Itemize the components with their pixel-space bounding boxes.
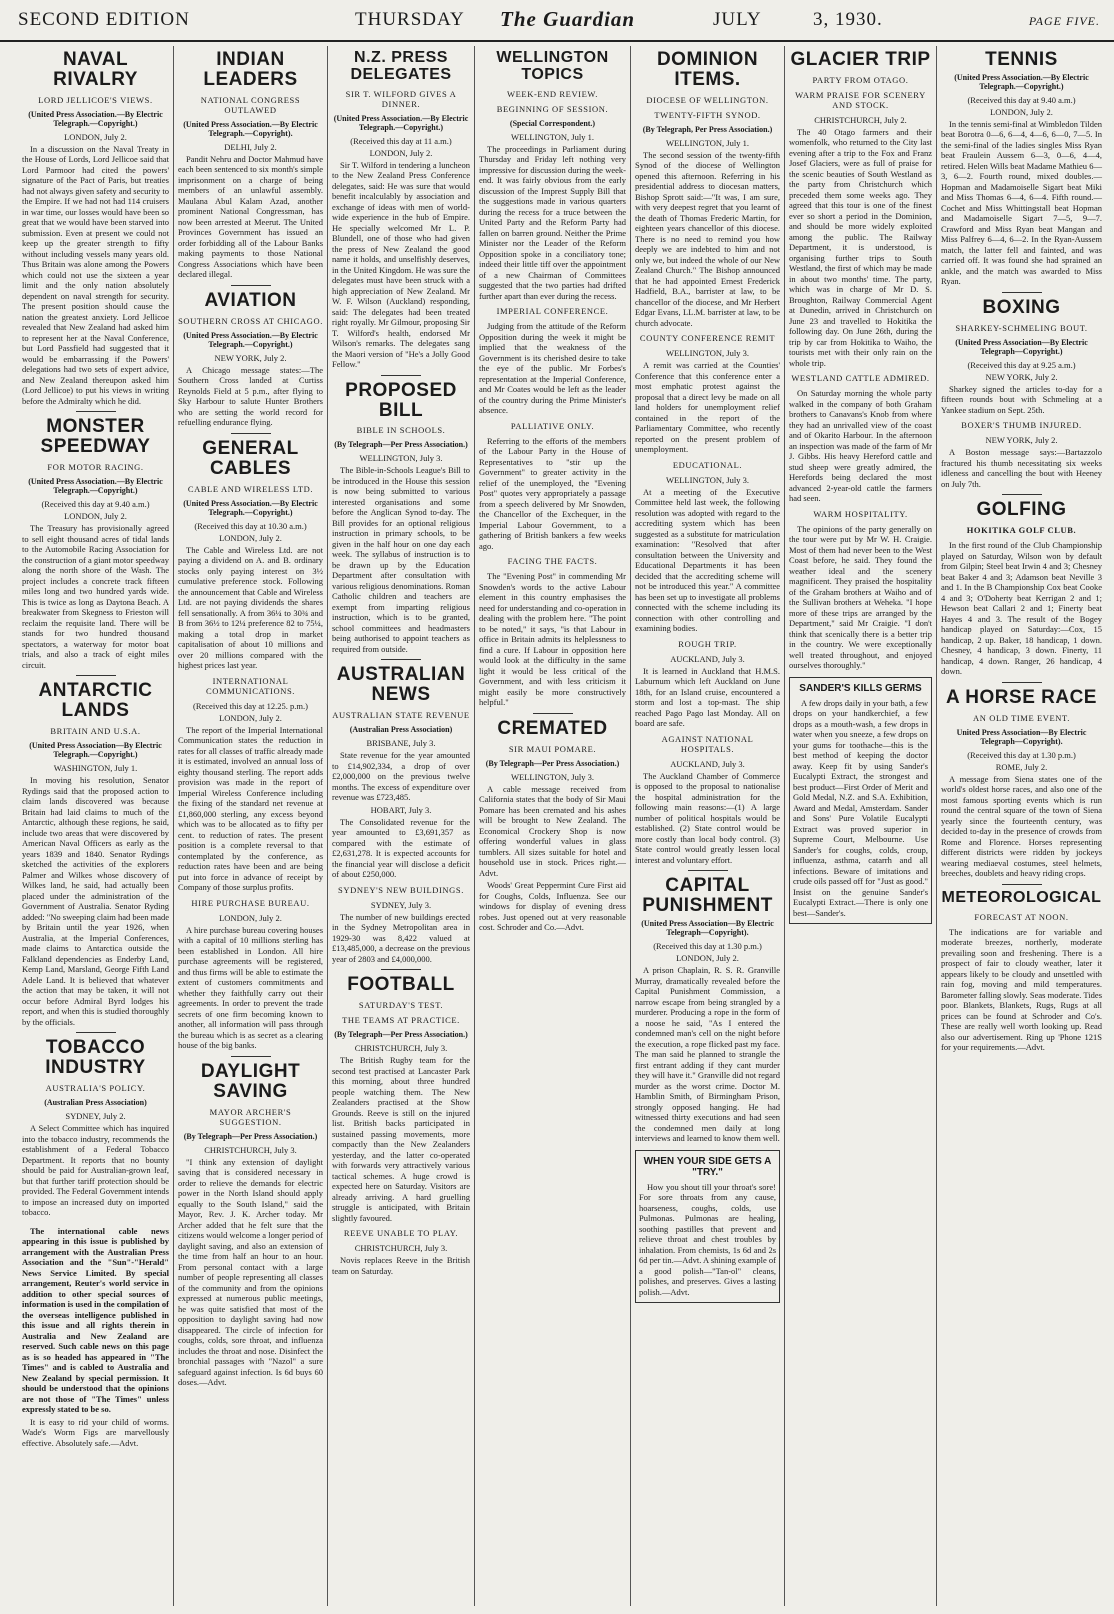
dateline: LONDON, July 2. — [676, 953, 739, 964]
divider — [381, 659, 421, 660]
month-label: JULY — [713, 9, 762, 30]
column-5 — [633, 46, 782, 1604]
subheading: WARM PRAISE FOR SCENERY AND STOCK. — [795, 89, 926, 110]
column-rule — [936, 46, 937, 1606]
article-body: It is learned in Auckland that H.M.S. Laburnum which left Auckland on June 18th, for an Island cruise, encountered a storm and lost a top-mast. The ship reached Pago Pago last Monday. All on board are safe. — [635, 665, 780, 729]
dateline: WELLINGTON, July 3. — [666, 474, 749, 485]
article-body: A remit was carried at the Counties' Conference that this conference enter a most emphatic protest against the proposal that a direct levy be made on all land holders for unemployment relief contained in the report of the Parliamentary Committee, who recently reported on the present problem of unemployment. — [635, 360, 780, 455]
dateline: LONDON, July 2. — [64, 511, 127, 522]
advertisement: How you shout till your throat's sore! For sore throats from any cause, hoarseness, coughs, colds, use Pulmonas. Pulmonas are healing, soothing pastilles that prevent and relieve throat and chest troubles by inhalation. From chemists, 1s 6d and 2s 6d per tin.—Advt. A shining example of a good polish—"Tan-ol" cleans, polishes, and preserves. Gives a lasting polish.—Advt. — [639, 1181, 776, 1297]
article-body: On Saturday morning the whole party walked in the company of both Graham brothers to Canavans's Knob from where they had an unrivalled view of the coast and of Okarito Harbour. In the afternoon an inspection was made of the farm of Mr J. Gibbs. His heavy Hereford cattle and stud sheep were greatly admired, the Herefords being declared the most advanced 2-year-old cattle the farmers had seen. — [789, 388, 932, 504]
headline: CAPITAL PUNISHMENT — [642, 875, 773, 917]
dateline: BRISBANE, July 3. — [366, 738, 436, 749]
subheading: TWENTY-FIFTH SYNOD. — [654, 109, 761, 120]
subheading: CABLE AND WIRELESS LTD. — [187, 483, 314, 494]
headline: CREMATED — [497, 717, 608, 739]
dateline: SYDNEY, July 3. — [370, 899, 432, 910]
divider — [381, 969, 421, 970]
article-body: State revenue for the year amounted to £14,902,334, a drop of over £2,000,000 on the previous twelve months. The excess of expenditure over revenue was £723,485. — [332, 750, 470, 803]
article-body: A Chicago message states:—The Southern Cross landed at Curtiss Reynolds Field at 5 p.m., after flying to Sky Harbour to salute Hunter Brothers who are setting the world record for refuelling endurance flying. — [178, 364, 323, 428]
dateline: WELLINGTON, July 3. — [511, 771, 594, 782]
article-body: At a meeting of the Executive Committee held last week, the following resolution was adopted with regard to the accrediting system which has been suggested as a substitute for matriculation examination: "Resolved that after consultation between the University and Educational Departments it has been decided that the accrediting scheme will not be introduced this year." A committee has been set up to investigate all problems connected with the scheme including its connection with other controlling and examining bodies. — [635, 486, 780, 634]
subheading: HOKITIKA GOLF CLUB. — [966, 525, 1077, 536]
source-line: (United Press Association—By Electric Telegraph—Copyright.) — [955, 337, 1088, 356]
dateline: WASHINGTON, July 1. — [53, 763, 138, 774]
date-label: 3, 1930. — [813, 9, 883, 30]
source-line: (United Press Association.—By Electric Telegraph.—Copyright). — [183, 119, 318, 138]
column-rule — [327, 46, 328, 1606]
source-line: (United Press Association.—By Electric Telegraph.—Copyright.) — [183, 498, 318, 517]
article-body: The number of new buildings erected in the Sydney Metropolitan area in 1929-30 was 8,422 valued at £13,485,000, a decrease on the previous year of 2803 and £4,000,000. — [332, 911, 470, 964]
headline: A HORSE RACE — [946, 686, 1097, 708]
subheading: AN OLD TIME EVENT. — [973, 712, 1070, 723]
column-4 — [477, 46, 628, 1604]
day-label: THURSDAY — [355, 9, 465, 30]
subheading: SIR T. WILFORD GIVES A DINNER. — [345, 88, 457, 109]
headline: WELLINGTON TOPICS — [496, 49, 609, 83]
subheading: PARTY FROM OTAGO. — [812, 74, 909, 85]
divider — [231, 433, 271, 434]
subheading: INTERNATIONAL COMMUNICATIONS. — [205, 675, 296, 696]
advertisement: Woods' Great Peppermint Cure First aid for Coughs, Colds, Influenza. See our windows for display of evening dress robes. Just opened out at very reasonable cost. Schroder and Co.—Advt. — [479, 880, 626, 933]
headline: GENERAL CABLES — [202, 437, 299, 479]
dateline: LONDON, July 2. — [369, 147, 433, 158]
advertisement: It is easy to rid your child of worms. Wade's Worm Figs are marvellously effective. Absolutely safe.—Advt. — [22, 1416, 169, 1448]
headline: FOOTBALL — [347, 974, 455, 996]
subheading: AUSTRALIAN STATE REVENUE — [332, 710, 470, 721]
received-line: (Received this day at 9.40 a.m.) — [967, 94, 1076, 105]
headline: INDIAN LEADERS — [203, 49, 298, 90]
headline: NAVAL RIVALRY — [53, 49, 138, 90]
source-line: (By Telegraph—Per Press Association.) — [334, 440, 468, 450]
subheading: FACING THE FACTS. — [507, 556, 598, 567]
source-line: (United Press Association.—By Electric Telegraph.—Copyright.) — [954, 72, 1089, 91]
article-body: A hire purchase bureau covering houses with a capital of 10 millions sterling has been established in London. All hire purchase agreements will be registered, and thus firms will be able to estimate the extent of customers commitments and whether they faithfully carry out their agreements. In order to prevent the trade secrets of one firm becoming known to another, all information will pass through the bureau which is as secret as a clearing house of the big banks. — [178, 924, 323, 1051]
source-line: (Australian Press Association) — [349, 725, 453, 735]
received-line: (Received this day at 12.25. p.m.) — [193, 700, 308, 711]
advertisement-box — [789, 677, 932, 925]
subheading: IMPERIAL CONFERENCE. — [496, 306, 609, 317]
article-body: The indications are for variable and moderate breezes, northerly, moderate prevailing soon and freshening. There is a prospect of fair to cloudy weather, later it appears likely to be cloudy and unsettled with rain fog, moving and mild temperatures. Barometer falling slowly. Seas moderate. Tides poor. Blankets, Blankets, Rugs, Rugs at all prices can be found at Schroder and Co's. These are really well worth looking up. Read also our advertisement. Ring up 'Phone 121S for your requirements.—Advt. — [941, 926, 1102, 1053]
article-body: A message from Siena states one of the world's oldest horse races, and also one of the most famous sporting events which is run round the central square of the town of Siena yearly since the fourteenth century, was decided to-day in the presence of crowds from Rome and Florence. Horses representing different districts were ridden by jockeys wearing mediaeval costumes, steel helmets, breeches, doublets and heavy riding crops. — [941, 773, 1102, 879]
dateline: WELLINGTON, July 3. — [359, 453, 443, 464]
divider — [533, 713, 573, 714]
source-line: (United Press Association.—By Electric Telegraph.—Copyright.) — [183, 330, 318, 349]
divider — [1002, 292, 1042, 293]
dateline: CHRISTCHURCH, July 2. — [814, 114, 907, 125]
subheading: SIR MAUI POMARE. — [508, 743, 597, 754]
subheading: NATIONAL CONGRESS OUTLAWED — [200, 94, 301, 115]
divider — [76, 1032, 116, 1033]
dateline: WELLINGTON, July 1. — [511, 131, 594, 142]
source-line: (Australian Press Association) — [44, 1098, 147, 1107]
headline: AUSTRALIAN NEWS — [336, 664, 466, 706]
dateline: NEW YORK, July 2. — [214, 352, 287, 363]
advertisement-heading: WHEN YOUR SIDE GETS A "TRY." — [643, 1155, 772, 1178]
dateline: HOBART, July 3. — [370, 804, 432, 815]
article-body: The opinions of the party generally on the tour were put by Mr W. H. Craigie. Most of them had never been to the West Coast before, he said. They found the weather ideal and the scenery magnificent. They praised the hospitality of the Graham brothers at Waiho and of the Sullivan brothers at Weheka. "I hope more of these trips are arranged by the Department," said Mr Craigie. "I don't think that scenically there is a better trip in the country. We were exceptionally well treated throughout, and enjoyed ourselves thoroughly." — [789, 523, 932, 671]
column-rule — [784, 46, 785, 1606]
headline: DAYLIGHT SAVING — [200, 1060, 301, 1102]
headline: AVIATION — [204, 289, 297, 311]
column-rule — [474, 46, 475, 1606]
headline: ANTARCTIC LANDS — [38, 680, 153, 722]
source-line: (Special Correspondent.) — [509, 118, 596, 128]
dateline: LONDON, July 2. — [990, 106, 1053, 117]
subheading: BEGINNING OF SESSION. — [496, 103, 609, 114]
dateline: LONDON, July 2. — [219, 712, 282, 723]
subheading: WEEK-END REVIEW. — [507, 88, 598, 99]
subheading: WESTLAND CATTLE ADMIRED. — [791, 373, 930, 384]
source-line: (United Press Association—By Electric Telegraph.—Copyright.) — [29, 741, 162, 760]
subheading: DIOCESE OF WELLINGTON. — [646, 94, 769, 105]
dateline: SYDNEY, July 2. — [65, 1111, 126, 1121]
subheading: SATURDAY'S TEST. — [358, 1000, 444, 1011]
article-body: In the tennis semi-final at Wimbledon Tilden beat Borotra 0—6, 6—4, 4—6, 6—0, 7—5. In the semi-final of the ladies singles Miss Ryan beat Fraulein Aussem 6—3, 0—6, 4—4, retired. Helen Wills beat Madame Mathieu 6—3, 6—2. Fourth round, mixed doubles.—Hopman and Madamoiselle Sigart beat Miki and Miss Thomas 6—4, 6—4. Fifth round.—Cochet and Miss Whittingstall beat Hopman and Madamoiselle Sigart 7—5, 9—7. Crawford and Miss Ryan beat Mangan and Miss Palfrey 6—4, 6—2. In the Ryan-Aussem match, the latter fell and fainted, and was carried off. It was found she had sprained an ankle, and the match was awarded to Miss Ryan. — [941, 118, 1102, 287]
source-line: (United Press Association.—By Electric Telegraph.—Copyright.) — [28, 109, 163, 128]
divider — [76, 675, 116, 676]
dateline: CHRISTCHURCH, July 3. — [354, 1243, 448, 1254]
divider — [1002, 682, 1042, 683]
article-body: A prison Chaplain, R. S. R. Granville Murray, dramatically revealed before the Capital Punishment Commission, a narrow escape from being strangled by a murderer. Producing a rope in the form of a noose he said, "As I entered the condemned man's cell on the night before the execution, a rope flicked past my face. The man said he planned to strangle the first entrant adding if they cant murder they will have it." Granville did not regard murder as the worst crime. Doctor M. Hamblin Smith, of Birmingham Prison, strongly opposed hanging. He had witnessed thirty executions and had seen the condemned men daily at long interviews and learned to know them well. — [635, 965, 780, 1144]
subheading: SYDNEY'S NEW BUILDINGS. — [338, 884, 464, 895]
masthead — [0, 0, 1114, 42]
subheading: BOXER'S THUMB INJURED. — [961, 420, 1082, 431]
headline: GOLFING — [976, 499, 1067, 521]
divider — [1002, 494, 1042, 495]
dateline: WELLINGTON, July 1. — [666, 137, 749, 148]
subheading: LORD JELLICOE'S VIEWS. — [38, 94, 153, 105]
headline: TENNIS — [985, 49, 1058, 70]
article-body: Pandit Nehru and Doctor Mahmud have each been sentenced to six month's simple imprisonment on a charge of being members of an unlawful assembly. Maulana Abul Kalam Azad, another prominent National Congressman, has now been arrested at Meerut. The United Provinces Government has issued an order forbidding all of the Labour Banks making payments to those National Congress Associations which have been declared illegal. — [178, 153, 323, 280]
subheading: BIBLE IN SCHOOLS. — [356, 425, 446, 436]
article-body: "I think any extension of daylight saving that is considered necessary in order to relieve the demands for electric power in the North Island should apply equally to the South Island," said the Mayor, Rev. J. K. Archer today. Mr Archer added that he felt sure that the citizens would welcome a longer period of daylight saving, and also an extension of the time from half an hour to an hour. From personal contact with a large number of people representing all classes of the community and from the opinions expressed at numerous public meetings, he was quite satisfied that most of the opposition to daylight saving had now disappeared. The circle of infection for coughs, colds, sore throat, and influenza includes the throat and nose. Disinfect the bronchial passages with "Nazol" a sure safeguard against infection. Is 6d buys 60 doses.—Advt. — [178, 1156, 323, 1388]
subheading: PALLIATIVE ONLY. — [510, 420, 595, 431]
dateline: CHRISTCHURCH, July 3. — [204, 1144, 297, 1155]
article-body: Judging from the attitude of the Reform Opposition during the week it might be implied that the weakness of the Government is its cherished desire to take the eye of the public. Mr Forbes's representation at the Imperial Conference, and Mr Coates would be left as the leader of the country during the Prime Minister's absence. — [479, 321, 626, 416]
subheading: THE TEAMS AT PRACTICE. — [342, 1015, 460, 1026]
source-line: (United Press Association—By Electric Telegraph—Copyright). — [641, 919, 774, 938]
dateline: AUCKLAND, July 3. — [670, 653, 745, 664]
article-body: Referring to the efforts of the members of the Labour Party in the House of Representatives to "stir up the Government" to greater activity in the relief of the unemployed, the "Evening Post" quotes very appropriately a passage from a speech delivered by Mr Snowden, the Chancellor of the Exchequer, in the Imperial Labour Government, to a gathering of British bankers a few weeks ago. — [479, 435, 626, 551]
article-body: The Cable and Wireless Ltd. are not paying a dividend on A. and B. ordinary stocks only paying interest on 3½ cumulative preference stock. Following the announcement that Cable and Wireless Ltd. are not paying dividends the shares fell sensationally. A from 36¼ to 30¾ and B from 36½ to 12¼ preference 82 to 75¼, making a total drop in market capitalisation of about 10 millions and over 20 millions compared with the highest prices last year. — [178, 544, 323, 671]
subheading: SOUTHERN CROSS AT CHICAGO. — [178, 315, 323, 326]
divider — [76, 411, 116, 412]
divider — [688, 870, 728, 871]
newspaper-title: The Guardian — [500, 7, 636, 31]
article-body: The Auckland Chamber of Commerce is opposed to the proposal to nationalise the hospital administration for the following main reasons:—(1) A large number of political hospitals would be established. (2) State control would be more costly than local body control. (3) State control would greatly lessen local interest and voluntary effort. — [635, 770, 780, 865]
subheading: MAYOR ARCHER'S SUGGESTION. — [209, 1106, 292, 1127]
dateline: ROME, July 2. — [995, 761, 1048, 772]
dateline: LONDON, July 2. — [219, 532, 282, 543]
advertisement-box — [635, 1150, 780, 1304]
dateline: LONDON, July 2. — [219, 912, 282, 923]
headline: N.Z. PRESS DELEGATES — [350, 49, 452, 83]
headline: METEOROLOGICAL — [941, 888, 1102, 906]
headline: MONSTER SPEEDWAY — [40, 416, 151, 458]
received-line: (Received this day at 9.40 a.m.) — [41, 499, 150, 510]
received-line: (Received this day at 1.30 p.m.) — [653, 941, 762, 952]
article-body: In a discussion on the Naval Treaty in the House of Lords, Lord Jellicoe said that Lord Parmoor had cited the powers' signature of the Pact of Paris, but treaties had not always given safety and security to the Empire. If we had not had 114 cruisers in war time, our losses would have been so great that we would have been starved into submission. Even at present we could not keep up the greater strength to fifty without including vessels many years old. Thus Britain was alone among the Powers which could not use the sixteen a year limit and the only nation absolutely dependent on naval strength for security. The present position should cause the nation the greatest anxiety. Lord Jellicoe revealed that New Zealand had asked him to represent her at the Naval Conference, but Lord Passfield had suggested that it would be embarrassing if the Powers' delegations had two sets of expert advice, and New Zealand thereupon asked him (Lord Jellicoe) to put his views in writing before the Admiralty which he did. — [22, 143, 169, 406]
article-body: The proceedings in Parliament during Thursday and Friday left nothing very impressive for discussion during the week-end. It was fairly obvious from the early discussion of the Imprest Supply Bill that the suggestions made in various quarters during the recess for a truce between the United Party and the Reform Party had fallen on barren ground. Neither the Prime Minister nor the Leader of the Reform Opposition spoke in a conciliatory tone; indeed their little tiff over the appointment of a new Chairman of Committees suggested that the two parties had drifted further apart than ever during the recess. — [479, 143, 626, 301]
article-body: The report of the Imperial International Communication states the reduction in rates for all classes of traffic already made it is estimated, involved an annual loss of eighty thousand sterling. The report adds provision was made in the report of Imperial Wireless Conference including the fixing of the standard net revenue at £1,860,000 sterling, any excess beyond which was to be allocated as to fifty per cent. to reduction of rates. The present position is a complete reversal to that contemplated by the conference, as reduction rates have been and are being put into force in advance of receipt by Company of those surplus profits. — [178, 724, 323, 893]
article-body: A Boston message says:—Bartazzolo fractured his thumb necessitating six weeks idleness and cancelling the bout with Heeney on July 7th. — [941, 447, 1102, 489]
page-number: PAGE FIVE. — [1028, 14, 1100, 28]
source-line: (By Telegraph, Per Press Association.) — [642, 124, 773, 134]
subheading: FORECAST AT NOON. — [974, 911, 1069, 922]
subheading: AGAINST NATIONAL HOSPITALS. — [661, 733, 754, 754]
advertisement-heading: SANDER'S KILLS GERMS — [799, 682, 922, 694]
subheading: AUSTRALIA'S POLICY. — [45, 1083, 146, 1093]
dateline: LONDON, July 2. — [64, 131, 127, 142]
edition-label: SECOND EDITION — [18, 9, 190, 30]
subheading: BRITAIN AND U.S.A. — [50, 726, 141, 737]
divider — [231, 1056, 271, 1057]
article-body: Novis replaces Reeve in the British team on Saturday. — [332, 1255, 470, 1276]
article-body: Sir T. Wilford in tendering a luncheon to the New Zealand Press Conference delegates, said: He was sure that would benefit incalculably by association and exchange of ideas with men of world-wide experience in the hub of Empire. He specially welcomed Mr L. P. Blundell, one of those who had given the press of New Zealand the good name it holds, and unselfishly deserves, in the United Kingdom. He was sure the delegates must have been struck with a high appreciation of New Zealand. Mr W. F. Wilson (Auckland) responding, said: The delegates had been treated right royally. Mr Gilmour, proposing Sir T. Wilford's health, endorsed Mr Wilson's remarks. The delegates sang the Maori version of "He's a Jolly Good Fellow." — [332, 159, 470, 370]
subheading: ROUGH TRIP. — [678, 638, 737, 649]
divider — [381, 375, 421, 376]
column-1 — [20, 46, 171, 1604]
source-line: (By Telegraph—Per Press Association.) — [485, 758, 620, 768]
dateline: WELLINGTON, July 3. — [666, 348, 749, 359]
dateline: CHRISTCHURCH, July 3. — [354, 1043, 448, 1054]
dateline: NEW YORK, July 2. — [985, 435, 1058, 446]
subheading: REEVE UNABLE TO PLAY. — [343, 1228, 459, 1239]
article-body: The British Rugby team for the second test practised at Lancaster Park this morning, about three hundred people watching them. The New Zealanders practised at the Show Grounds. Reeve is still on the injured list. British backs participated in sustained passing movements, more compactly than the New Zealanders yesterday, and the latter co-operated with forwards very attractively various tactical schemes. A huge crowd is expected here on Saturday. Visitors are already arriving. A hard gruelling struggle is anticipated, with Britain slightly favoured. — [332, 1055, 470, 1223]
article-body: The Consolidated revenue for the year amounted to £3,691,357 as compared with the estimate of £2,631,278. It is expected accounts for the financial year will disclose a deficit of about £250,000. — [332, 816, 470, 880]
headline: TOBACCO INDUSTRY — [45, 1037, 146, 1079]
headline: GLACIER TRIP — [790, 49, 931, 70]
headline: BOXING — [982, 296, 1061, 318]
received-line: (Received this day at 11 a.m.) — [350, 135, 452, 146]
column-6 — [787, 46, 934, 1604]
column-3 — [330, 46, 472, 1604]
received-line: (Received this day at 9.25 a.m.) — [967, 359, 1076, 370]
article-body: In moving his resolution, Senator Rydings said that the proposed action to claim lands discovered was because Britain had laid claims to much of the Antarctic, although these regions, he said, include two areas that were discovered by American Naval Officers as early as the years 1839 and 1840. Senator Rydings sketched the activities of the explorers Palmer and Wilkes whose discovery of Wilkes land, he said, had actually been placed under the administration of the Government of Australia. Senator Ryding added: "No sweeping claim had been made by Britain until the year 1926, when Australia, at the Imperial Conferences, made claims to Antarctica outside the Falkland dependencies as Enderby Land, Kemp Land, Marsland, George Fifth Land Adele Land. It is believed that whatever the action that may be taken, it will not occur before Admiral Byrd lodges his report, and when this is studied thoroughly by the officials. — [22, 775, 169, 1027]
subheading: WARM HOSPITALITY. — [813, 508, 908, 519]
article-body: In the first round of the Club Championship played on Saturday, Wilson won by default from Gilpin; Steel beat Irwin 4 and 3; Chesney beat Baker 4 and 3; Adamson beat Neville 3 and 1. In the B Championship Cox beat Cooke 4 and 3; O'Doherty beat Kerrigan 2 and 1; Hewson beat Callari 2 and 1; Finerty beat Hayes 4 and 3. The result of the Bogey handicap played on Saturday:—Cox, 15 handicap, 2 up. Baker, 18 handicap, 1 down. Chesney, 4 handicap, 3 down. Finerty, 11 handicap, 4 down. Ranger, 26 handicap, 4 down. — [941, 540, 1102, 677]
article-body: The Bible-in-Schools League's Bill to be introduced in the House this session is now being submitted to various interested organisations and some before the Anglican Synod to-day. The Bill provides for an optional religious instruction in primary schools, to be given in the half hour on one day each week. The syllabus of instruction is to be drawn up by the Education Department after consultation with various religious denominations. Roman Catholic children and teachers are exempt from imparting religious instruction, which is to be granted, school committees and headmasters being authorised to appoint teachers as required from outside. — [332, 465, 470, 654]
subheading: FOR MOTOR RACING. — [47, 462, 144, 473]
article-body: The "Evening Post" in commending Mr Snowden's words to the active Labour element in this country emphasises the need for understanding and co-operation in dealing with the problem here. "The point to be noted," it says, "is that Labour in office in Britain admits its helplessness to find a cure. If Labour in opposition here would look at the difficulty in the same light it would be less critical of the Government, and with less criticism it might easily be more constructively helpful." — [479, 571, 626, 708]
article-body: The 40 Otago farmers and their womenfolk, who returned to the City last evening after a trip to the Fox and Franz Josef Glaciers, were as full of praise for the scenic beauties of South Westland as the party from Christchurch which preceded them some weeks ago. They agreed that this tour is one of the finest ever so short a period in the Dominion, and should be more widely exploited among the public. The Railway Department, it is understood, is organising further trips to South Westland, the first of which may be made in about two months' time. The party, which was in charge of Mr D. S. Broughton, Railway Commercial Agent at Dunedin, arrived in Christchurch on June 23 and travelled to Hokitika the following day. On June 26th, during the trip by car from Hokitika to Waiho, the tourists met with their only rain on the whole trip. — [789, 126, 932, 368]
source-line: United Press Association—By Electric Telegraph—Copyright). — [956, 727, 1087, 746]
subheading: COUNTY CONFERENCE REMIT — [639, 333, 776, 344]
subheading: EDUCATIONAL. — [672, 459, 743, 470]
subheading: SHARKEY-SCHMELING BOUT. — [955, 322, 1088, 333]
cable-notice: The international cable news appearing in this issue is published by arrangement with the Australian Press Association and the "Sun"-"Herald" News Service Limited. By special arrangement, Reuter's world service in addition to other special sources of information is used in the compilation of the overseas intelligence published in this issue and all rights therein in Australia and New Zealand are reserved. Such cable news on this page as is so headed has appeared in "The Times" and is cabled to Australia and New Zealand by special permission. It should be understood that the opinions are not those of "The Times" unless expressly stated to be so. — [22, 1225, 169, 1414]
article-body: The second session of the twenty-fifth Synod of the diocese of Wellington opened this afternoon. Referring in his presidential address to diocesan matters, Bishop Sprott said:—"It was, I am sure, with very deepest regret that you learnt of the death of Thomas Frederic Martin, for eighteen years chancellor of this diocese. There is no need to remind you how deeply we are indebted to him and not only we, but indeed the whole of our New Zealand Church." The Bishop announced that he had appointed Ernest Frederick Hadfield, B.A., barrister at law, to be chancellor of the diocese, and Mr Herbert Edgar Evans, LL.M. barrister at law, to be church advocate. — [635, 149, 780, 328]
article-body: Sharkey signed the articles to-day for a fifteen rounds bout with Schmeling at a Yankee stadium on Sept. 25th. — [941, 383, 1102, 415]
received-line: (Received this day at 1.30 p.m.) — [967, 749, 1076, 760]
headline: DOMINION ITEMS. — [656, 49, 759, 90]
advertisement: A few drops daily in your bath, a few drops on your handkerchief, a few drops as a mouth-wash, a few drops in water when you sneeze, a few drops on your gums for toothache—this is the best method of keeping the doctor away. Keep fit by using Sander's Eucalypti Extract, the strongest and best product—First Order of Merit and Gold Medal, N.Z. and S.A. Exhibition, Award and Medal, Amsterdam. Sander and Sons' Pure Volatile Eucalypti Extract was proved superior in Supreme Court, Melbourne. Use Sander's for coughs, colds, croup, influenza, asthma, catarrh and all infections. Beware of imitations and crude oils passed off for "Just as good." Insist on the genuine Sander's Eucalypti Extract.—There is only one best—Sander's. — [793, 697, 928, 918]
dateline: DELHI, July 2. — [224, 141, 277, 152]
source-line: (By Telegraph—Per Press Association.) — [334, 1030, 468, 1040]
column-rule — [630, 46, 631, 1606]
article-body: The Treasury has provisionally agreed to sell eight thousand acres of tidal lands to the Automobile Racing Association for the construction of a giant motor speedway along the north shore of the Wash. The project includes a concrete track fifteen miles long and two hundred yards wide. This is twice as long as Daytona Beach. A breakwater from Skegness to Frieston will reclaim the requisite land. There will be stands for two hundred thousand spectators, a waterway for motor boat trials, and also a track of eight miles circuit. — [22, 523, 169, 670]
divider — [231, 285, 271, 286]
source-line: (United Press Association.—By Electric Telegraph.—Copyright.) — [28, 477, 163, 496]
received-line: (Received this day at 10.30 a.m.) — [194, 520, 307, 531]
headline: PROPOSED BILL — [345, 379, 457, 421]
column-7 — [939, 46, 1104, 1604]
column-2 — [176, 46, 325, 1604]
article-body: A cable message received from California states that the body of Sir Maui Pomare has been cremated and his ashes will be brought to New Zealand. The Economical Crockery Shop is now offering wonderful values in glass tumblers. All sizes suitable for hotel and household use in stock. Prices right.—Advt. — [479, 783, 626, 878]
subheading: HIRE PURCHASE BUREAU. — [191, 897, 310, 908]
article-body: A Select Committee which has inquired into the tobacco industry, recommends the establishment of a Federal Tobacco Department. It reports that no bounty should be paid for Australian-grown leaf, but that further tariff protection should be provided. The Federal Government intends to impose an increased duty on imported tobacco. — [22, 1123, 169, 1217]
divider — [1002, 884, 1042, 885]
dateline: NEW YORK, July 2. — [985, 371, 1058, 382]
dateline: AUCKLAND, July 3. — [670, 758, 745, 769]
column-rule — [173, 46, 174, 1606]
source-line: (By Telegraph—Per Press Association.) — [183, 1131, 318, 1141]
source-line: (United Press Association.—By Electric Telegraph.—Copyright.) — [333, 113, 469, 132]
